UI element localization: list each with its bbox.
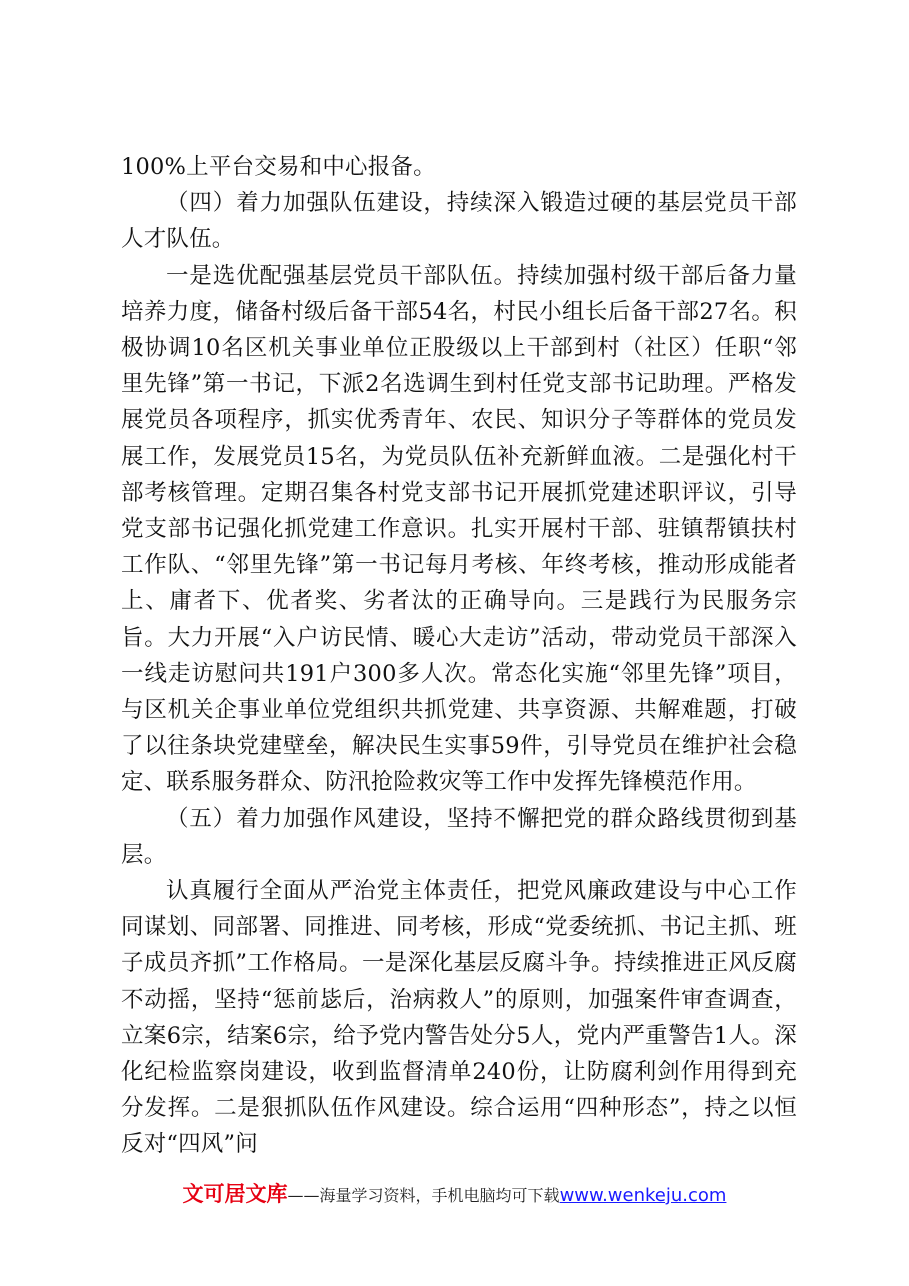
footer-tagline: ——海量学习资料，手机电脑均可下载	[287, 1186, 560, 1205]
section-heading-five: （五）着力加强作风建设，坚持不懈把党的群众路线贯彻到基层。	[121, 805, 797, 868]
section-heading-four: （四）着力加强队伍建设，持续深入锻造过硬的基层党员干部人才队伍。	[121, 190, 797, 253]
footer-banner	[0, 1178, 909, 1208]
paragraph-continuation: 100%上平台交易和中心报备。	[121, 154, 436, 180]
document-body	[121, 149, 797, 1163]
paragraph-work-style: 认真履行全面从严治党主体责任，把党风廉政建设与中心工作同谋划、同部署、同推进、同考核，形成“党委统抓、书记主抓、班子成员齐抓”工作格局。一是深化基层反腐斗争。持续推进正风反腐不动摇，坚持“惩前毖后，治病救人”的原则，加强案件审查调查，立案6宗，结案6宗，给予党内警告处分5人，党内严重警告1人。深化纪检监察岗建设，收到监督清单240份，让防腐利剑作用得到充分发挥。二是狠抓队伍作风建设。综合运用“四种形态”，持之以恒反对“四风”问	[121, 878, 797, 1158]
paragraph-team-building: 一是选优配强基层党员干部队伍。持续加强村级干部后备力量培养力度，储备村级后备干部54名，村民小组长后备干部27名。积极协调10名区机关事业单位正股级以上干部到村（社区）任职“邻里先锋”第一书记，下派2名选调生到村任党支部书记助理。严格发展党员各项程序，抓实优秀青年、农民、知识分子等群体的党员发展工作，发展党员15名，为党员队伍补充新鲜血液。二是强化村干部考核管理。定期召集各村党支部书记开展抓党建述职评议，引导党支部书记强化抓党建工作意识。扎实开展村干部、驻镇帮镇扶村工作队、“邻里先锋”第一书记每月考核、年终考核，推动形成能者上、庸者下、优者奖、劣者汰的正确导向。三是践行为民服务宗旨。大力开展“入户访民情、暖心大走访”活动，带动党员干部深入一线走访慰问共191户300多人次。常态化实施“邻里先锋”项目，与区机关企事业单位党组织共抓党建、共享资源、共解难题，打破了以往条块党建壁垒，解决民生实事59件，引导党员在维护社会稳定、联系服务群众、防汛抢险救灾等工作中发挥先锋模范作用。	[121, 262, 797, 796]
footer-link[interactable]: www.wenkeju.com	[559, 1185, 727, 1206]
footer-brand: 文可居文库	[182, 1182, 288, 1206]
